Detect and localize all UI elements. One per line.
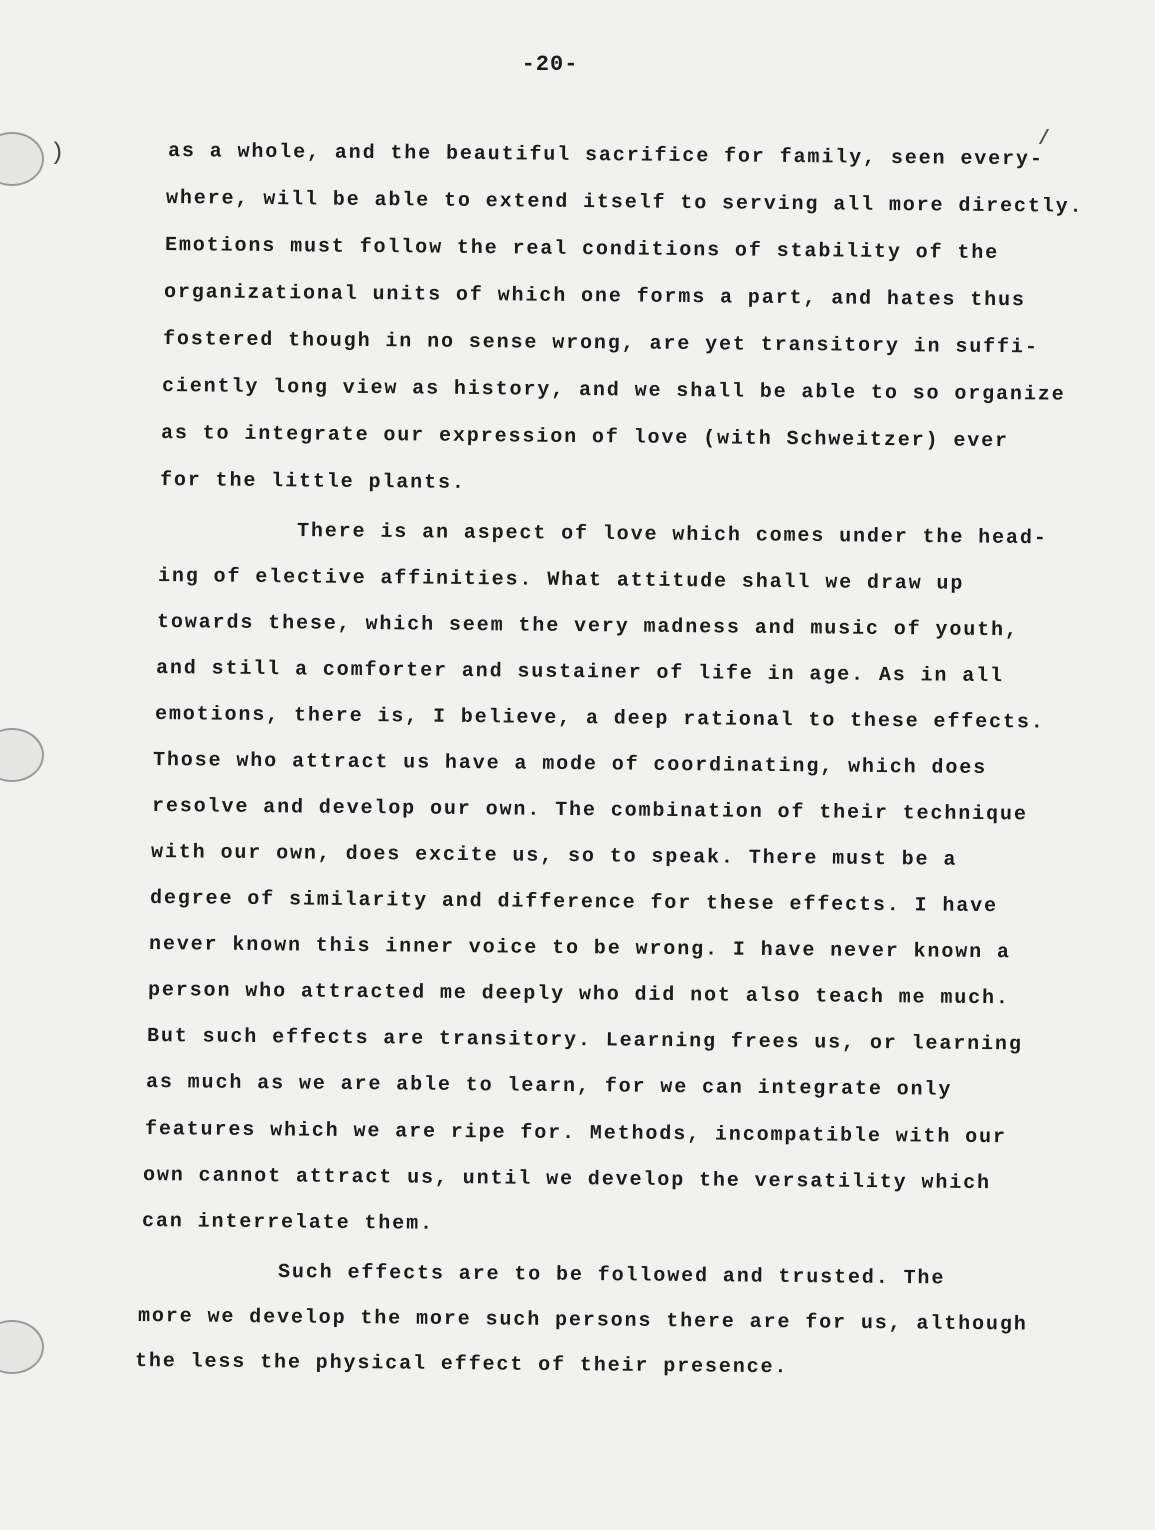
text-line: towards these, which seem the very madness and music of youth, xyxy=(156,611,1019,643)
text-line: never known this inner voice to be wrong. I have never known a xyxy=(148,933,1011,965)
text-line: the less the physical effect of their presence. xyxy=(134,1350,789,1380)
margin-mark: ) xyxy=(50,140,65,167)
text-line: There is an aspect of love which comes under the head- xyxy=(296,520,1048,551)
text-line: resolve and develop our own. The combination of their technique xyxy=(151,795,1028,827)
text-line: and still a comforter and sustainer of life in age. As in all xyxy=(155,657,1005,689)
text-line: features which we are ripe for. Methods, incompatible with our xyxy=(144,1118,1007,1150)
text-line: degree of similarity and difference for these effects. I have xyxy=(149,887,999,919)
binder-hole xyxy=(0,728,44,782)
text-line: with our own, does excite us, so to speak. There must be a xyxy=(150,841,958,872)
text-line: as a whole, and the beautiful sacrifice for family, seen every- xyxy=(167,140,1044,172)
page-number: -20- xyxy=(521,52,579,77)
text-line: person who attracted me deeply who did not also teach me much. xyxy=(147,979,1010,1011)
text-line: as to integrate our expression of love (with Schweitzer) ever xyxy=(160,422,1010,454)
text-line: can interrelate them. xyxy=(141,1210,435,1236)
text-line: Such effects are to be followed and trusted. The xyxy=(277,1261,946,1291)
text-line: more we develop the more such persons there are for us, although xyxy=(137,1305,1028,1337)
text-line: emotions, there is, I believe, a deep rational to these effects. xyxy=(154,703,1045,735)
text-line: for the little plants. xyxy=(159,469,466,495)
text-line: as much as we are able to learn, for we can integrate only xyxy=(145,1071,953,1102)
text-line: own cannot attract us, until we develop the versatility which xyxy=(142,1164,992,1196)
text-line: ing of elective affinities. What attitude shall we draw up xyxy=(157,565,965,596)
text-line: Those who attract us have a mode of coordinating, which does xyxy=(152,749,988,781)
text-line: organizational units of which one forms a part, and hates thus xyxy=(163,281,1026,313)
binder-hole xyxy=(0,132,44,186)
stray-mark: / xyxy=(1038,128,1051,151)
text-line: But such effects are transitory. Learning frees us, or learning xyxy=(146,1025,1023,1057)
text-line: Emotions must follow the real conditions of stability of the xyxy=(164,234,1000,266)
text-line: ciently long view as history, and we shall be able to so organize xyxy=(161,375,1066,407)
text-line: where, will be able to extend itself to serving all more directly. xyxy=(165,187,1084,219)
text-line: fostered though in no sense wrong, are yet transitory in suffi- xyxy=(162,328,1039,360)
binder-hole xyxy=(0,1320,44,1374)
